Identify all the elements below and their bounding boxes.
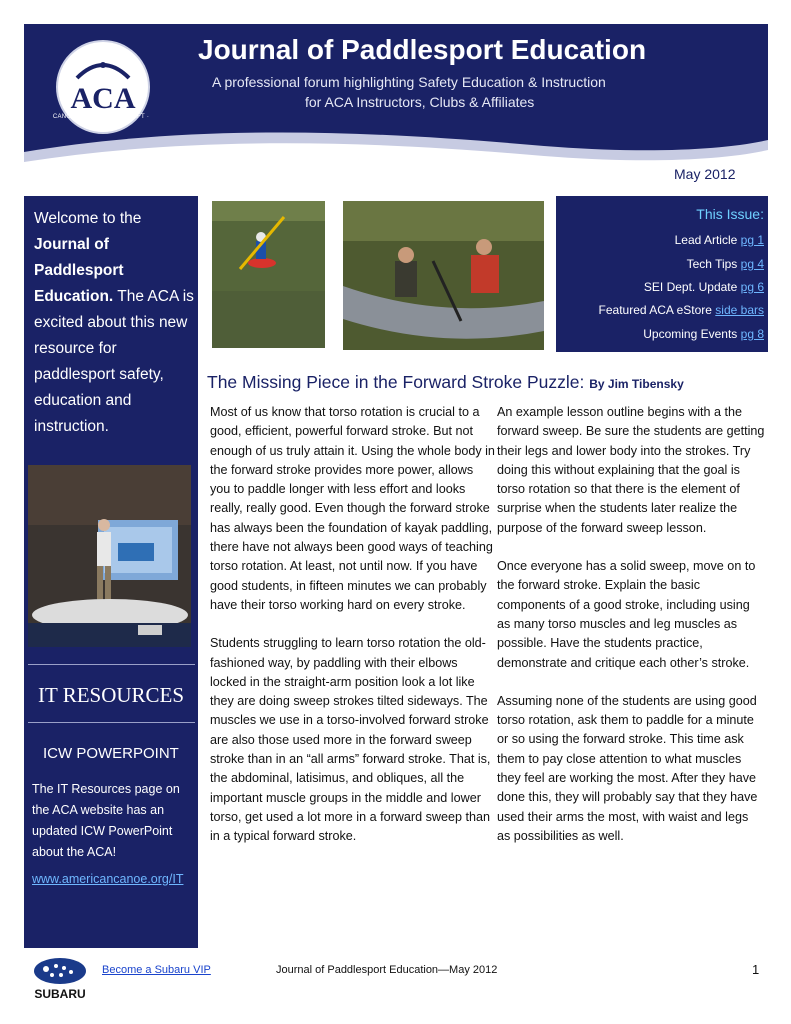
issue-item-link[interactable]: pg 4 [740,257,764,271]
issue-item-label: Tech Tips [686,257,741,271]
it-resources-link[interactable]: www.americancanoe.org/IT [32,872,184,886]
welcome-journal-name: Journal of Paddlesport Education. [34,236,124,305]
article-headline: The Missing Piece in the Forward Stroke Puzzle: [207,372,590,392]
welcome-post: The ACA is excited about this new resource for paddlesport safety, education and instruction. [34,288,194,435]
issue-item-link[interactable]: pg 6 [740,280,764,294]
sidebar-divider [28,664,195,665]
journal-subtitle-line2: for ACA Instructors, Clubs & Affiliates [305,94,535,110]
article-paragraph: Once everyone has a solid sweep, move on to the forward stroke. Explain the basic components of a good stroke, including using as many torso muscles and leg muscles as possible. Have the students practice, demonstrate and critique each other’s stroke. [497,559,756,670]
subaru-logo-icon [24,956,96,1002]
issue-item-link[interactable]: side bars [715,303,764,317]
this-issue-title: This Issue: [696,206,764,222]
footer-journal-title: Journal of Paddlesport Education—May 2012 [276,964,498,976]
page-number: 1 [752,962,760,977]
article-paragraph: An example lesson outline begins with a the forward sweep. Be sure the students are getting their legs and lower body into the strokes. Try doing this without explaining that the goal is torso rotation so that there is the element of surprise when the students later realize the purpose of the forward sweep lesson. [497,405,765,535]
issue-item-label: Upcoming Events [643,327,741,341]
subaru-vip-link[interactable]: Become a Subaru VIP [102,964,211,976]
issue-item-upcoming-events [643,327,764,341]
article-byline: By Jim Tibensky [589,377,684,391]
issue-item-label: Featured ACA eStore [598,303,716,317]
canoe-instruction-photo [343,201,544,350]
article-paragraph: Assuming none of the students are using good torso rotation, ask them to paddle for a minute or so using the forward stroke. This time ask them to pay close attention to what muscles they feel are working the most. After they have done this, they will probably say that they have used their arms the most, with waist and legs as possibilities as well. [497,693,758,843]
speaker-presentation-photo [28,465,191,647]
issue-item-link[interactable]: pg 8 [740,327,764,341]
issue-item-lead-article [675,233,764,247]
welcome-pre: Welcome to the [34,210,142,227]
it-resources-heading: IT RESOURCES [38,683,185,707]
paddler-logo-icon [73,56,133,82]
subaru-wordmark: SUBARU [34,987,86,1001]
issue-item-estore [599,303,764,317]
canoe-scene [343,201,544,350]
logo-text: ACA [70,82,136,115]
kayak-photo [212,201,325,348]
journal-subtitle-line1: A professional forum highlighting Safety Education & Instruction [212,74,606,90]
issue-item-tech-tips [687,257,764,271]
article-paragraph: Most of us know that torso rotation is crucial to a good, efficient, powerful forward stroke. But not enough of us truly attain it. Using the whole body in the forward stroke provides more power, allows you to paddle longer with less effort and looks really, really good. Even though the forward stroke has always been the foundation of kayak paddling, there have not always been good ways of teaching torso rotation. At least, not until now. If you have good students, in fifteen minutes we can probably have their torso working hard on every stroke. [210,405,495,612]
it-resources-text: The IT Resources page on the ACA website has an updated ICW PowerPoint about the ACA! [32,782,180,859]
article-title [207,372,684,393]
article-column-2 [497,403,765,846]
issue-item-link[interactable]: pg 1 [740,233,764,247]
article-paragraph: Students struggling to learn torso rotation the old-fashioned way, by paddling with their elbows locked in the straight-arm position look a lot like they are doing sweep strokes tilted sideways. The muscles we use in a torso-involved forward stroke are also those used more in the forward sweep stroke than in an “all arms” forward stroke. That is, the abdominal, latisimus, and obliques, all the important muscle groups in the middle and lower torso, get used a lot more in a forward sweep than in a typical forward stroke. [210,636,491,844]
presentation-scene [28,465,191,647]
kayaker-scene [212,201,325,348]
issue-date: May 2012 [674,166,736,182]
masthead-wave [24,122,768,192]
issue-item-label: SEI Dept. Update [643,280,741,294]
journal-title: Journal of Paddlesport Education [198,34,647,65]
issue-item-sei-update [644,280,764,294]
icw-powerpoint-heading: ICW POWERPOINT [43,745,179,762]
welcome-text [34,206,194,440]
subaru-logo [24,956,96,1002]
article-column-1 [210,403,495,847]
issue-item-label: Lead Article [674,233,741,247]
logo-tagline: CANOE · KAYAK · SUP · RAFT · RESCUE [52,114,150,126]
sidebar-divider [28,722,195,723]
